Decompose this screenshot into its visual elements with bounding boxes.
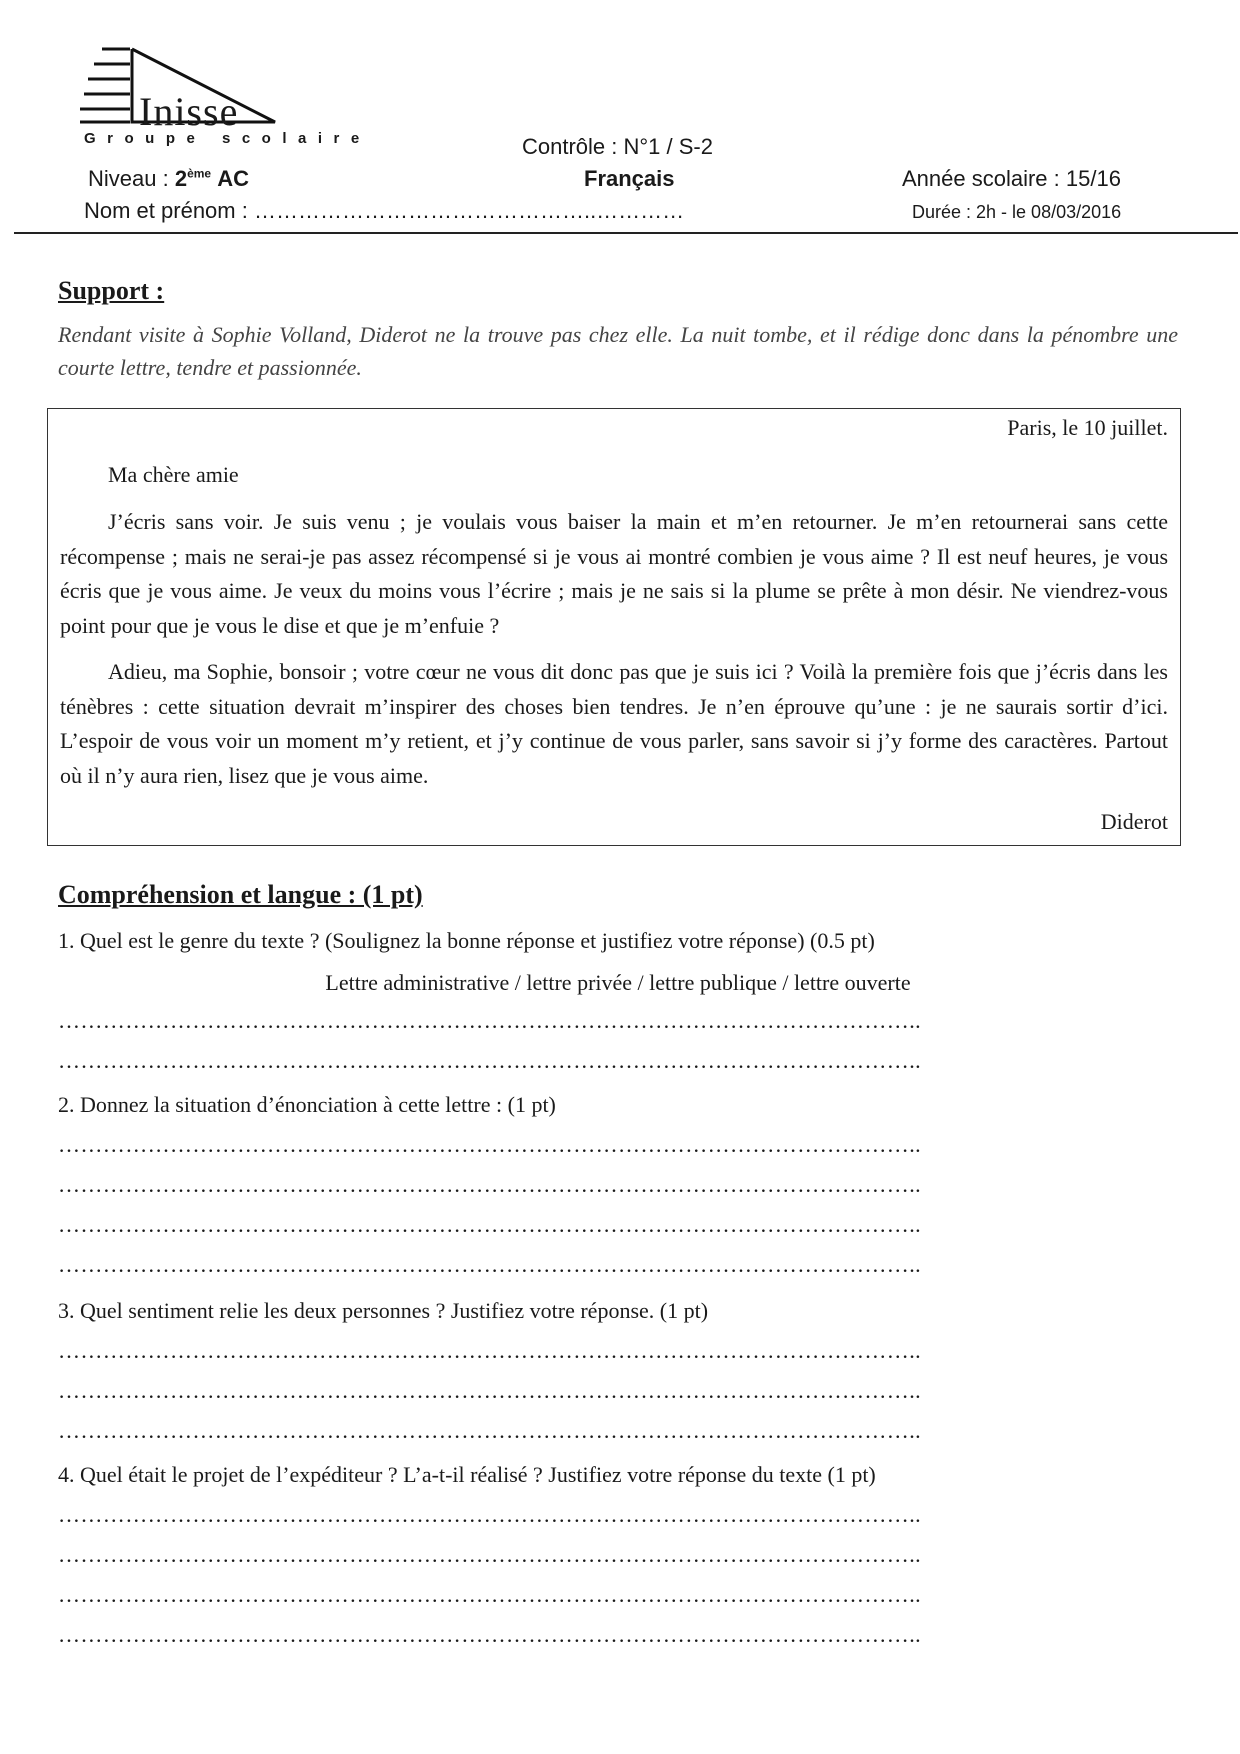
header-divider: [14, 232, 1238, 234]
answer-line[interactable]: ……………………………………………………………………………………………………..: [58, 1008, 921, 1033]
subject: Français: [584, 166, 675, 191]
answer-line[interactable]: ……………………………………………………………………………………………………..: [58, 1542, 921, 1567]
school-year: Année scolaire : 15/16: [902, 166, 1121, 191]
exam-title: Contrôle : N°1 / S-2: [522, 134, 713, 159]
question-1-choices[interactable]: Lettre administrative / lettre privée / lettre publique / lettre ouverte: [325, 970, 911, 995]
answer-line[interactable]: ……………………………………………………………………………………………………..: [58, 1418, 921, 1443]
answer-line[interactable]: ……………………………………………………………………………………………………..: [58, 1502, 921, 1527]
answer-line[interactable]: ……………………………………………………………………………………………………..: [58, 1172, 921, 1197]
level: [88, 166, 249, 192]
letter-date: Paris, le 10 juillet.: [1007, 415, 1168, 440]
level-label: Niveau :: [88, 166, 175, 191]
answer-line[interactable]: ……………………………………………………………………………………………………..: [58, 1252, 921, 1277]
letter-salutation: Ma chère amie: [108, 461, 239, 487]
answer-line[interactable]: ……………………………………………………………………………………………………..: [58, 1212, 921, 1237]
letter-paragraph: J’écris sans voir. Je suis venu ; je voulais vous baiser la main et m’en retourner. Je m’en retournerai sans cette récompense ; mais ne serai-je pas assez récompensé si je vous ai montré combien je vous aime ? Il est neuf heures, je vous écris que je vous aime. Je veux du moins vous l’écrire ; mais je ne sais si la plume se prête à mon désir. Ne viendrez-vous point pour que je vous le dise et que je m’enfuie ?: [60, 509, 1168, 638]
question-4: 4. Quel était le projet de l’expéditeur ? L’a-t-il réalisé ? Justifiez votre réponse du texte (1 pt): [58, 1462, 876, 1487]
letter-paragraph: Adieu, ma Sophie, bonsoir ; votre cœur ne vous dit donc pas que je suis ici ? Voilà la première fois que j’écris dans les ténèbres : cette situation devrait m’inspirer des choses bien tendres. Je n’en éprouve qu’une : je ne saurais sortir d’ici. L’espoir de vous voir un moment m’y retient, et j’y continue de vous parler, sans savoir si j’y forme des caractères. Partout où il n’y aura rien, lisez que je vous aime.: [60, 659, 1168, 788]
answer-line[interactable]: ……………………………………………………………………………………………………..: [58, 1582, 921, 1607]
answer-line[interactable]: ……………………………………………………………………………………………………..: [58, 1132, 921, 1157]
level-class: AC: [217, 166, 250, 191]
level-number: 2: [174, 166, 188, 191]
duration-date: Durée : 2h - le 08/03/2016: [912, 202, 1122, 222]
answer-line[interactable]: ……………………………………………………………………………………………………..: [58, 1378, 921, 1403]
answer-line[interactable]: ……………………………………………………………………………………………………..: [58, 1622, 921, 1647]
comprehension-heading: Compréhension et langue : (1 pt): [58, 880, 423, 909]
student-name-field[interactable]: Nom et prénom : ………………………………………..…………: [84, 198, 685, 223]
letter-signature: Diderot: [1100, 809, 1168, 834]
answer-line[interactable]: ……………………………………………………………………………………………………..: [58, 1338, 921, 1363]
support-intro: Rendant visite à Sophie Volland, Diderot ne la trouve pas chez elle. La nuit tombe, et il rédige donc dans la pénombre une courte lettre, tendre et passionnée.: [58, 322, 1178, 380]
logo-brand: Inisse: [139, 89, 239, 134]
question-1: 1. Quel est le genre du texte ? (Soulignez la bonne réponse et justifiez votre réponse) (0.5 pt): [58, 928, 875, 953]
question-2: 2. Donnez la situation d’énonciation à cette lettre : (1 pt): [58, 1092, 556, 1117]
answer-line[interactable]: ……………………………………………………………………………………………………..: [58, 1048, 921, 1073]
support-heading: Support :: [58, 276, 165, 305]
question-3: 3. Quel sentiment relie les deux personnes ? Justifiez votre réponse. (1 pt): [58, 1298, 709, 1323]
letter-box: [47, 408, 1181, 846]
logo-tagline: Groupe scolaire: [84, 130, 371, 147]
level-suffix: ème: [187, 166, 212, 181]
